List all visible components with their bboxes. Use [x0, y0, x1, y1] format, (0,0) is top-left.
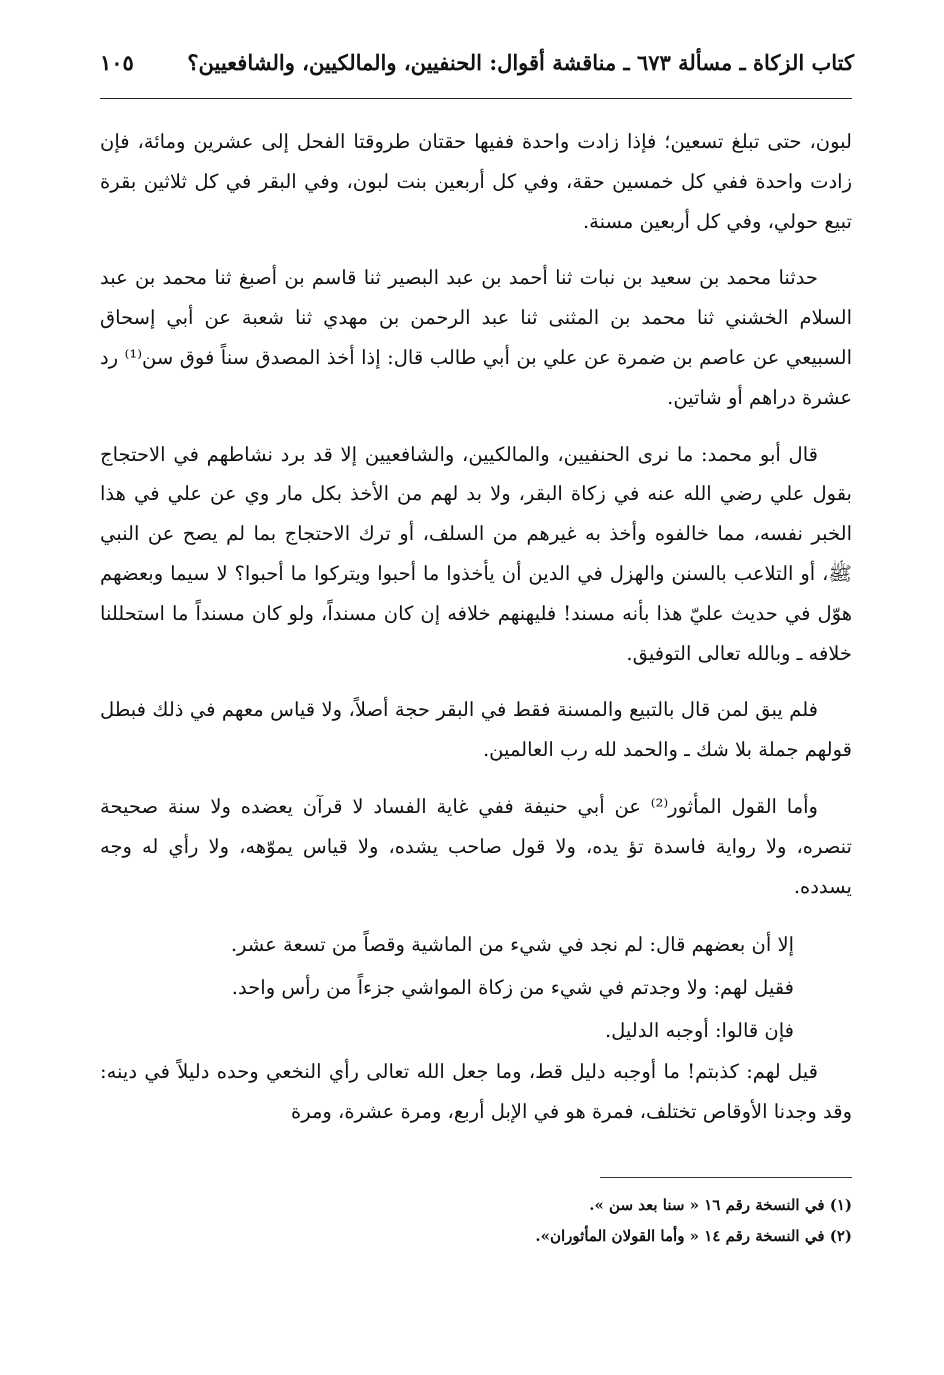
header-title: كتاب الزكاة ـ مسألة ٦٧٣ ـ مناقشة أقوال: الحنفيين، والمالكيين، والشافعيين؟ [187, 49, 854, 75]
quote-line: إلا أن بعضهم قال: لم نجد في شيء من الماشية وقصاً من تسعة عشر. [230, 933, 794, 957]
page-number: ١٠٥ [100, 49, 134, 75]
quote-line: فإن قالوا: أوجبه الدليل. [604, 1019, 794, 1043]
header-rule [100, 98, 852, 99]
paragraph: وأما القول المأثور⁽²⁾ عن أبي حنيفة ففي غاية الفساد لا قرآن يعضده ولا سنة صحيحة تنصره، ولا رواية فاسدة تؤ يده، ولا قول صاحب يشده، ولا قياس يموّهه، ولا رأي له وجه يسدده. [100, 794, 852, 898]
footnotes [100, 1190, 852, 1252]
quote-line: فقيل لهم: ولا وجدتم في شيء من زكاة المواشي جزءاً من رأس واحد. [231, 976, 794, 1000]
footnote: (٢) في النسخة رقم ١٤ « وأما القولان المأثوران». [535, 1227, 852, 1245]
paragraph: حدثنا محمد بن سعيد بن نبات ثنا أحمد بن عبد البصير ثنا قاسم بن أصبغ ثنا محمد بن عبد السلام الخشني ثنا محمد بن المثنى ثنا عبد الرحمن بن مهدي ثنا شعبة عن أبي إسحاق السبيعي عن عاصم بن ضمرة عن علي بن أبي طالب قال: إذا أخذ المصدق سناً فوق سن⁽¹⁾ رد عشرة دراهم أو شاتين. [100, 266, 852, 409]
footnote: (١) في النسخة رقم ١٦ « سنا بعد سن ». [589, 1196, 852, 1214]
main-text [100, 122, 852, 1132]
paragraph: لبون، حتى تبلغ تسعين؛ فإذا زادت واحدة ففيها حقتان طروقتا الفحل إلى عشرين ومائة، فإن زادت واحدة ففي كل خمسين حقة، وفي كل أربعين بنت لبون، وفي البقر في كل ثلاثين بقرة تبيع حولي، وفي كل أربعين مسنة. [100, 130, 852, 233]
paragraph: قال أبو محمد: ما نرى الحنفيين، والمالكيين، والشافعيين إلا قد برد نشاطهم في الاحتجاج بقول علي رضي الله عنه في زكاة البقر، ولا بد لهم من الأخذ بكل مار وي عن علي في هذا الخبر نفسه، مما خالفوه وأخذ به غيرهم من السلف، أو ترك الاحتجاج بما لم يصح عن النبي ﷺ، أو التلاعب بالسنن والهزل في الدين أن يأخذوا ما أحبوا ويتركوا ما أحبوا؟ لا سيما وبعضهم هوّل في حديث عليّ هذا بأنه مسند! فليهنهم خلافه إن كان مسنداً، ولو كان مسنداً ما استحللنا خلافه ـ وبالله تعالى التوفيق. [100, 442, 852, 665]
paragraph: فلم يبق لمن قال بالتبيع والمسنة فقط في البقر حجة أصلاً، ولا قياس معهم في ذلك فبطل قولهم جملة بلا شك ـ والحمد لله رب العالمين. [100, 698, 852, 762]
footnote-rule [600, 1177, 852, 1178]
final-paragraph: قيل لهم: كذبتم! ما أوجبه دليل قط، وما جعل الله تعالى رأي النخعي وحده دليلاً في دينه: وقد وجدنا الأوقاص تختلف، فمرة هو في الإبل أربع، ومرة عشرة، ومرة [100, 1060, 852, 1124]
running-head [100, 44, 854, 80]
